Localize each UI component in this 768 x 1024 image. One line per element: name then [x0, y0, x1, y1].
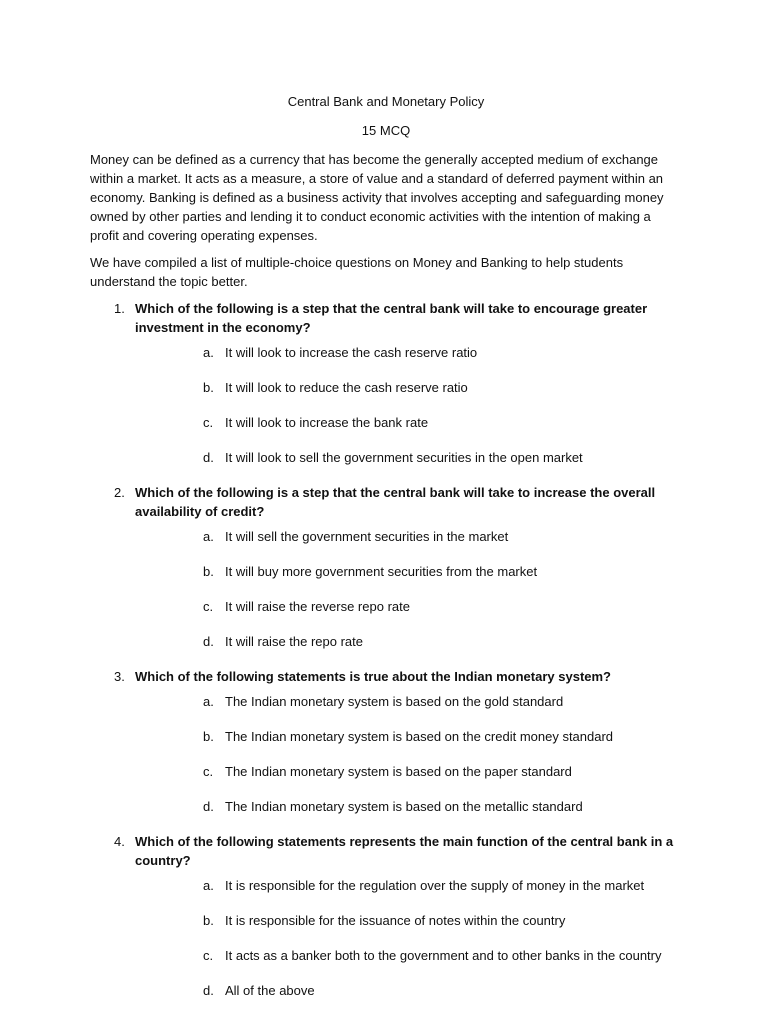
option-letter: b. — [203, 913, 214, 928]
question-number: 3. — [114, 669, 125, 684]
document-subtitle: 15 MCQ — [361, 123, 411, 138]
option-item — [135, 632, 682, 661]
option-item — [135, 981, 682, 1010]
option-item — [135, 378, 682, 407]
question-text: Which of the following is a step that the central bank will take to encourage greater investment in the economy? — [135, 301, 648, 335]
option-text: It acts as a banker both to the government and to other banks in the country — [225, 948, 662, 963]
option-text: It is responsible for the issuance of notes within the country — [225, 913, 566, 928]
option-item — [135, 448, 682, 477]
option-text: It will look to increase the cash reserve ratio — [225, 345, 478, 360]
option-letter: a. — [203, 694, 214, 709]
option-letter: c. — [203, 415, 214, 430]
question-text: Which of the following statements represents the main function of the central bank in a country? — [135, 834, 674, 868]
option-item — [135, 946, 682, 975]
option-item — [135, 797, 682, 826]
option-letter: d. — [203, 634, 214, 649]
option-letter: c. — [203, 764, 214, 779]
option-text: It is responsible for the regulation over the supply of money in the market — [225, 878, 645, 893]
intro-paragraph: We have compiled a list of multiple-choice questions on Money and Banking to help students understand the topic better. — [90, 255, 624, 289]
option-item — [135, 727, 682, 756]
option-item — [135, 562, 682, 591]
question-item — [90, 667, 682, 826]
option-text: It will look to reduce the cash reserve ratio — [225, 380, 468, 395]
option-letter: c. — [203, 599, 214, 614]
option-text: It will raise the repo rate — [225, 634, 364, 649]
option-text: The Indian monetary system is based on the paper standard — [225, 764, 572, 779]
option-text: The Indian monetary system is based on the gold standard — [225, 694, 564, 709]
question-number: 2. — [114, 485, 125, 500]
option-letter: c. — [203, 948, 214, 963]
option-text: It will buy more government securities from the market — [225, 564, 538, 579]
option-text: It will raise the reverse repo rate — [225, 599, 410, 614]
option-letter: b. — [203, 729, 214, 744]
option-text: The Indian monetary system is based on the credit money standard — [225, 729, 614, 744]
option-item — [135, 527, 682, 556]
option-list — [135, 343, 682, 477]
option-item — [135, 692, 682, 721]
option-item — [135, 343, 682, 372]
option-list — [135, 876, 682, 1010]
option-text: The Indian monetary system is based on the metallic standard — [225, 799, 583, 814]
option-letter: a. — [203, 878, 214, 893]
question-text: Which of the following statements is true about the Indian monetary system? — [135, 669, 611, 684]
option-item — [135, 911, 682, 940]
option-letter: b. — [203, 564, 214, 579]
option-text: It will sell the government securities in the market — [225, 529, 509, 544]
question-text: Which of the following is a step that the central bank will take to increase the overall availability of credit? — [135, 485, 656, 519]
intro-paragraph: Money can be defined as a currency that has become the generally accepted medium of exchange within a market. It acts as a measure, a store of value and a standard of deferred payment within an economy. Banking is defined as a business activity that involves accepting and safeguarding money owned by other parties and lending it to conduct economic activities with the intention of making a profit and covering operating expenses. — [90, 152, 664, 243]
document-title: Central Bank and Monetary Policy — [287, 94, 485, 109]
option-letter: a. — [203, 529, 214, 544]
option-letter: d. — [203, 450, 214, 465]
option-item — [135, 413, 682, 442]
option-text: It will look to sell the government securities in the open market — [225, 450, 583, 465]
question-list — [90, 299, 682, 1010]
option-text: All of the above — [225, 983, 315, 998]
option-list — [135, 692, 682, 826]
option-item — [135, 762, 682, 791]
option-letter: b. — [203, 380, 214, 395]
document-page — [90, 92, 682, 1010]
option-text: It will look to increase the bank rate — [225, 415, 429, 430]
question-number: 1. — [114, 301, 125, 316]
option-list — [135, 527, 682, 661]
option-item — [135, 876, 682, 905]
question-item — [90, 299, 682, 477]
question-item — [90, 483, 682, 661]
question-item — [90, 832, 682, 1010]
option-item — [135, 597, 682, 626]
option-letter: d. — [203, 799, 214, 814]
option-letter: a. — [203, 345, 214, 360]
option-letter: d. — [203, 983, 214, 998]
question-number: 4. — [114, 834, 125, 849]
